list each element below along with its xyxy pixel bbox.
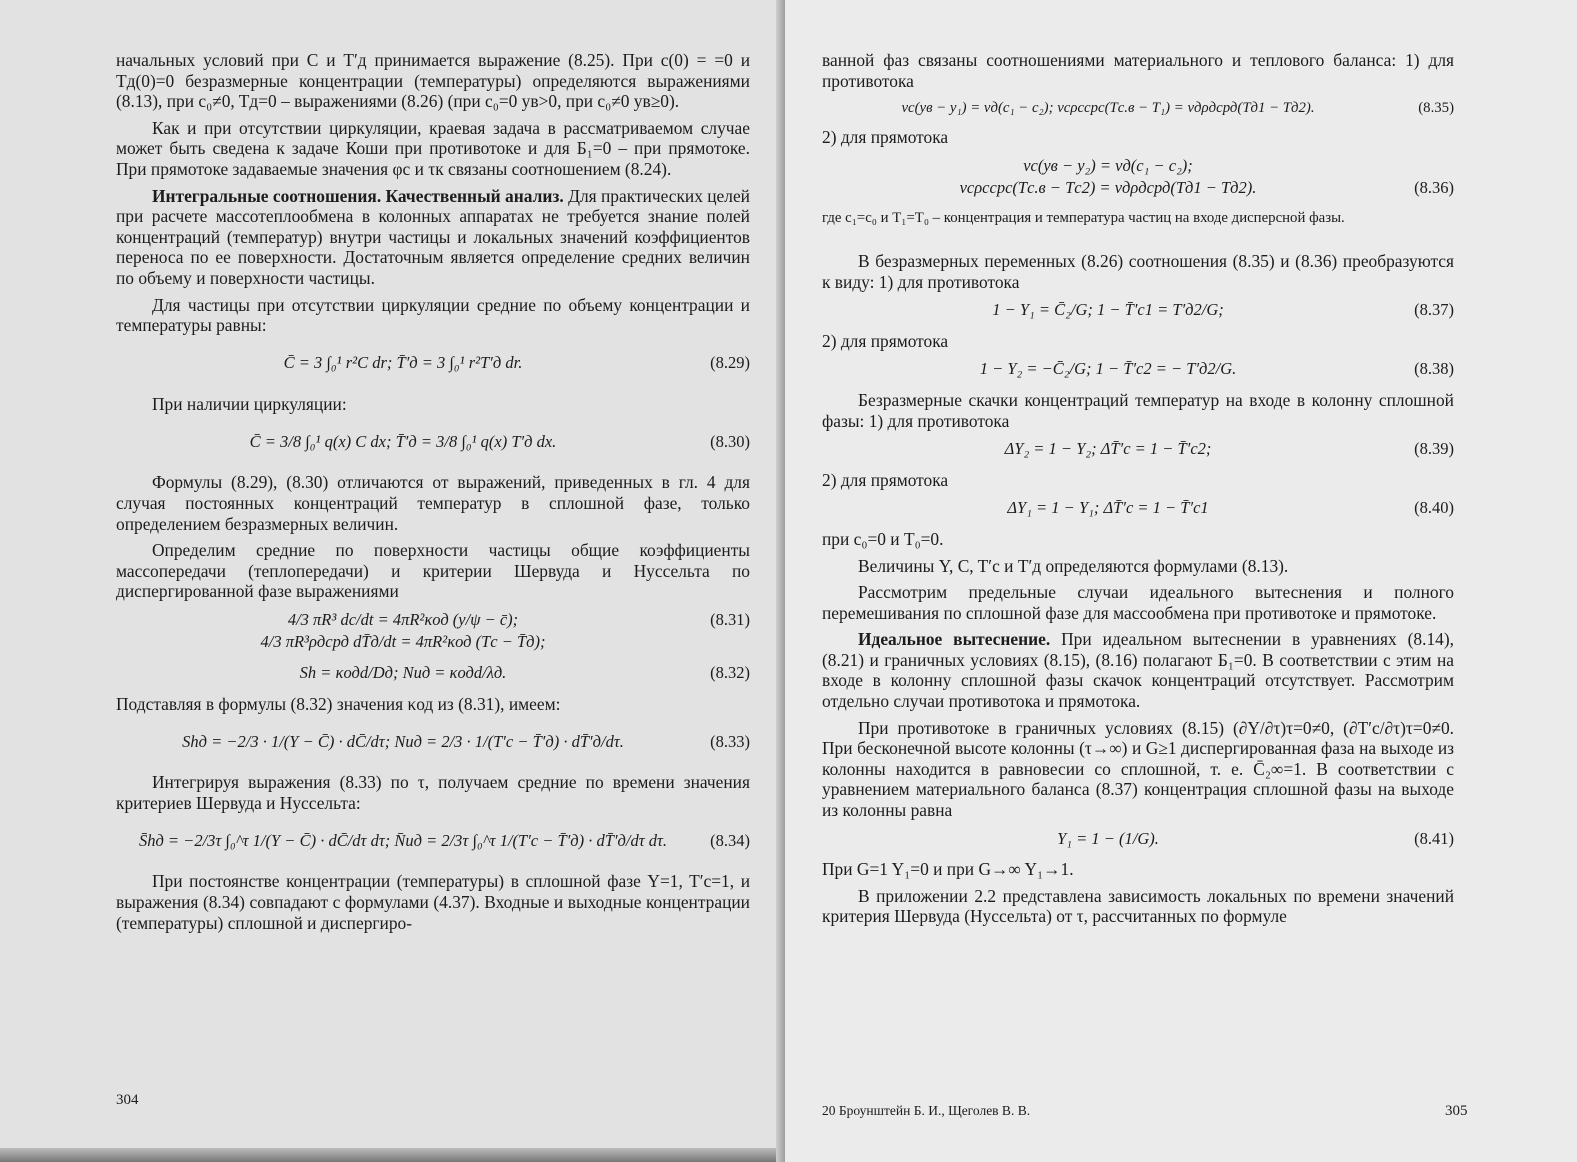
equation-number: (8.41) (1414, 828, 1454, 848)
equation-body: 4/3 πR³ dc/dt = 4πR²κод (y/ψ − c̄); (287, 609, 519, 629)
equation-body: 4/3 πR³ρдcрд dT̄д/dt = 4πR²κод (Tс − T̄д); (260, 632, 546, 652)
paragraph: начальных условий при C и T′д принимается выражение (8.25). При c(0) = =0 и Tд(0)=0 безразмерные концентрации (температуры) определяются выражениями (8.13), при c₀≠0, Tд=0 – выражениями (8.26) (при c₀=0 yв>0, при c₀≠0 yв≥0). (116, 50, 750, 112)
page-number: 305 (1445, 1103, 1468, 1119)
equation-number: (8.37) (1414, 300, 1454, 320)
equation-number: (8.38) (1414, 359, 1454, 379)
equation-body: vс(yв − y₂) = vд(c₁ − c₂); (1023, 155, 1193, 175)
equation-number: (8.34) (710, 831, 750, 851)
paragraph-text: При идеальном вытеснении в уравнениях (8.14), (8.21) и граничных условиях (8.15), (8.16) полагают Б₁=0. В соответствии с этим на входе в колонну сплошной фазы скачок концентраций отсутствует. Рассмотрим отдельно случаи противотока и прямотока. (822, 629, 1454, 712)
paragraph: при c₀=0 и T₀=0. (822, 528, 944, 549)
equation-8-37 (822, 300, 1454, 321)
paragraph (116, 186, 750, 289)
paragraph: 2) для прямотока (822, 330, 949, 351)
paragraph: где c₁=c₀ и T₁=T₀ – концентрация и температура частиц на входе дисперсной фазы. (822, 209, 1345, 226)
equation-8-39 (822, 439, 1454, 460)
paragraph: В приложении 2.2 представлена зависимость локальных по времени значений критерия Шервуда (Нуссельта) от τ, рассчитанных по формуле (822, 885, 1454, 927)
paragraph: В безразмерных переменных (8.26) соотношения (8.35) и (8.36) преобразуются к виду: 1) для противотока (822, 250, 1454, 292)
equation-body: ΔY₂ = 1 − Y₂; ΔT̄′с = 1 − T̄′с2; (1004, 439, 1212, 459)
paragraph: Интегрируя выражения (8.33) по τ, получаем средние по времени значения критериев Шервуда и Нуссельта: (116, 772, 750, 813)
right-page-text (822, 50, 1454, 933)
paragraph: Формулы (8.29), (8.30) отличаются от выражений, приведенных в гл. 4 для случая постоянных концентраций температур в сплошной фазе, только определением безразмерных величин. (116, 472, 750, 534)
equation-body: vсρсcрс(Tс.в − Tс2) = vдρдcрд(Tд1 − Tд2). (959, 178, 1257, 198)
paragraph: 2) для прямотока (822, 469, 949, 490)
section-heading: Идеальное вытеснение. (858, 629, 1051, 650)
paragraph: ванной фаз связаны соотношениями материального и теплового баланса: 1) для противотока (822, 50, 1454, 91)
equation-number: (8.32) (710, 663, 750, 683)
left-page-text (116, 50, 750, 939)
equation-8-38 (822, 359, 1454, 380)
left-page (0, 0, 785, 1162)
paragraph: Безразмерные скачки концентраций температур на входе в колонну сплошной фазы: 1) для противотока (822, 389, 1454, 431)
equation-8-32 (116, 663, 750, 684)
paragraph: При противотоке в граничных условиях (8.15) (∂Y/∂τ)τ=0≠0, (∂T′с/∂τ)τ=0≠0. При бесконечной высоте колонны (τ→∞) и G≥1 диспергированная фаза на выходе из колонны находится в равновесии со сплошной, т. е. C̄₂∞=1. В соответствии с уравнением материального баланса (8.37) концентрация сплошной фазы на выходе из колонны равна (822, 717, 1454, 821)
equation-number: (8.40) (1414, 498, 1454, 518)
equation-number: (8.36) (1414, 178, 1454, 198)
equation-number: (8.30) (710, 432, 750, 452)
section-heading: Интегральные соотношения. Качественный анализ. (152, 185, 564, 206)
equation-8-36 (822, 156, 1454, 177)
equation-body: Sh = κодd/Dд; Nuд = κодd/λд. (299, 663, 507, 683)
paragraph: При G=1 Y₁=0 и при G→∞ Y₁→1. (822, 859, 1074, 880)
equation-number: (8.29) (710, 353, 750, 373)
equation-body: C̄ = 3 ∫₀¹ r²C dr; T̄′д = 3 ∫₀¹ r²T′д dr. (283, 353, 523, 373)
equation-body: 1 − Y₂ = −C̄₂/G; 1 − T̄′с2 = − T′д2/G. (979, 359, 1237, 379)
right-page (785, 0, 1577, 1162)
equation-body: S̄hд = −2/3τ ∫₀^τ 1/(Y − C̄) · dC̄/dτ dτ; N̄uд = 2/3τ ∫₀^τ 1/(T′с − T̄′д) · dT̄′д/dτ dτ. (138, 831, 668, 851)
signature-footnote: 20 Броунштейн Б. И., Щеголев В. В. (822, 1103, 1031, 1118)
equation-8-36-second-line (822, 178, 1454, 199)
paragraph-text: Для практических целей при расчете массотеплообмена в колонных аппаратах не требуется знание полей концентраций (температур) внутри частицы и локальных значений коэффициентов переноса по ее поверхности. Достаточным является определение средних величин по объему и поверхности частицы. (116, 185, 750, 288)
equation-body: vс(yв − y₁) = vд(c₁ − c₂); vсρсcрс(Tс.в − T₁) = vдρдcрд(Tд1 − Tд2). (901, 100, 1315, 117)
equation-body: C̄ = 3/8 ∫₀¹ q(x) C dx; T̄′д = 3/8 ∫₀¹ q(x) T′д dx. (249, 432, 557, 452)
paragraph: Для частицы при отсутствии циркуляции средние по объему концентрации и температуры равны: (116, 294, 750, 336)
paragraph: При постоянстве концентрации (температуры) в сплошной фазе Y=1, T′с=1, и выражения (8.34) совпадают с формулами (4.37). Входные и выходные концентрации (температуры) сплошной и диспергиро- (116, 871, 750, 933)
paragraph: Рассмотрим предельные случаи идеального вытеснения и полного перемешивания по сплошной фазе для массообмена при противотоке и прямотоке. (822, 582, 1454, 623)
equation-8-31 (116, 610, 750, 631)
equation-body: Y₁ = 1 − (1/G). (1057, 828, 1159, 848)
equation-8-34 (116, 821, 750, 861)
paragraph: Определим средние по поверхности частицы общие коэффициенты массопередачи (теплопередачи) и критерии Шервуда и Нуссельта по диспергированной фазе выражениями (116, 540, 750, 602)
page-number: 304 (116, 1092, 139, 1108)
equation-number: (8.35) (1418, 100, 1454, 117)
paragraph (822, 629, 1454, 711)
paragraph: При наличии циркуляции: (152, 393, 347, 414)
equation-8-30 (116, 422, 750, 462)
equation-8-35 (822, 99, 1454, 117)
equation-8-40 (822, 498, 1454, 519)
paragraph: 2) для прямотока (822, 127, 949, 148)
equation-body: 1 − Y₁ = C̄₂/G; 1 − T̄′с1 = T′д2/G; (992, 300, 1224, 320)
equation-number: (8.31) (710, 609, 750, 629)
equation-number: (8.33) (710, 731, 750, 751)
page-edge-shadow (0, 1148, 785, 1162)
equation-8-31-second-line (116, 632, 750, 653)
equation-number: (8.39) (1414, 439, 1454, 459)
paragraph: Величины Y, C, T′с и T′д определяются формулами (8.13). (858, 555, 1289, 576)
equation-8-41 (822, 829, 1454, 850)
equation-body: ΔY₁ = 1 − Y₁; ΔT̄′с = 1 − T̄′с1 (1007, 498, 1209, 518)
equation-8-33 (116, 722, 750, 762)
equation-8-29 (116, 344, 750, 384)
paragraph: Как и при отсутствии циркуляции, краевая задача в рассматриваемом случае может быть сведена к задаче Коши при противотоке и для Б₁=0 – при прямотоке. При прямотоке задаваемые значения φс и τк связаны соотношением (8.24). (116, 117, 750, 179)
paragraph: Подставляя в формулы (8.32) значения κод из (8.31), имеем: (116, 693, 561, 714)
equation-body: Shд = −2/3 · 1/(Y − C̄) · dC̄/dτ; Nuд = 2/3 · 1/(T′с − T̄′д) · dT̄′д/dτ. (182, 731, 624, 751)
